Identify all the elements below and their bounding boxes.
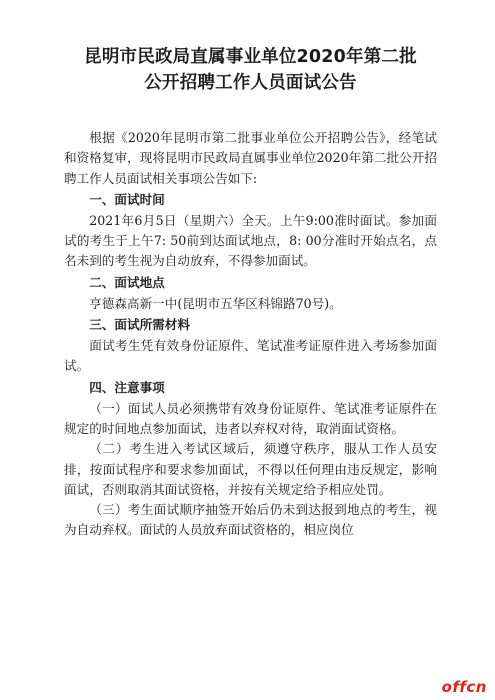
notes-item-1: （一）面试人员必须携带有效身份证原件、笔试准考证原件在规定的时间地点参加面试，违者以弃权对待，取消面试资格。 [64,400,437,436]
title-line-1: 昆明市民政局直属事业单位2020年第二批 [84,47,417,67]
section-location-text: 亨德森高新一中(昆明市五华区科锦路70号)。 [89,295,342,311]
section-heading-time: 一、面试时间 [89,191,165,207]
section-heading-location: 二、面试地点 [89,274,165,290]
document-title [64,44,437,96]
notes-item-2: （二）考生进入考试区域后，须遵守秩序，服从工作人员安排，按面试程序和要求参加面试，不得以任何理由违反规定，影响面试，否则取消其面试资格，并按有关规定给予相应处罚。 [64,441,437,497]
section-time-text: 2021年6月5日（星期六）全天。上午9:00准时面试。参加面试的考生于上午7: 50前到达面试地点，8: 00分准时开始点名，点名未到的考生视为自动放弃，不得参加面试。 [64,212,437,269]
section-heading-notes: 四、注意事项 [89,379,165,395]
notes-item-3: （三）考生面试顺序抽签开始后仍未到达报到地点的考生，视为自动弃权。面试的人员放弃面试资格的，相应岗位 [64,502,437,538]
title-line-2: 公开招聘工作人员面试公告 [144,73,357,93]
section-heading-materials: 三、面试所需材料 [89,317,190,333]
section-materials-text: 面试考生凭有效身份证原件、笔试准考证原件进入考场参加面试。 [64,338,437,374]
offcn-watermark-logo: offcn [441,678,487,696]
intro-paragraph: 根据《2020年昆明市第二批事业单位公开招聘公告》，经笔试和资格复审，现将昆明市民政局直属事业单位2020年第二批公开招聘工作人员面试相关事项公告如下: [64,130,437,186]
